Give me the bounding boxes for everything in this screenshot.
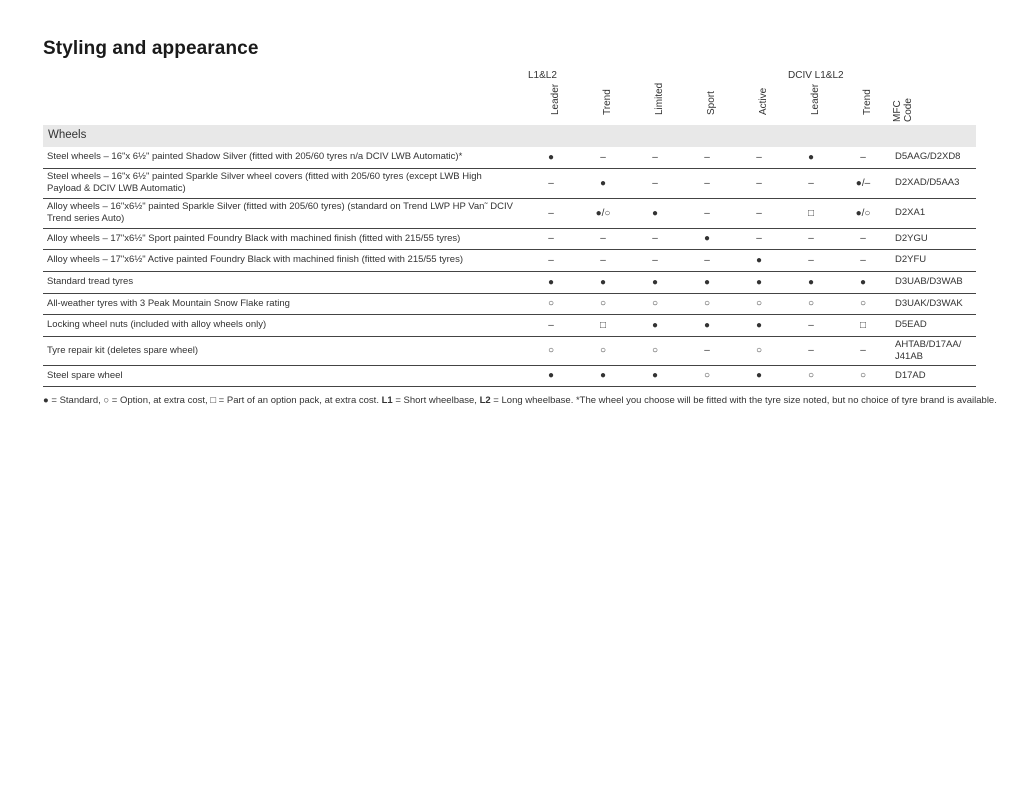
table-row xyxy=(43,198,976,228)
value-cell: – xyxy=(733,147,785,168)
value-cell: – xyxy=(525,249,577,271)
value-cell: – xyxy=(577,228,629,249)
value-cell: ● xyxy=(837,271,889,293)
column-header-sport: Sport xyxy=(706,91,717,115)
table-row xyxy=(43,228,976,249)
legend xyxy=(43,395,997,406)
value-cell: ● xyxy=(733,271,785,293)
column-header-dciv-leader: Leader xyxy=(810,83,821,115)
value-cell: ● xyxy=(733,365,785,386)
value-cell: ● xyxy=(629,365,681,386)
table-row xyxy=(43,336,976,365)
table-row xyxy=(43,271,976,293)
value-cell: ○ xyxy=(629,336,681,365)
feature-cell: Tyre repair kit (deletes spare wheel) xyxy=(43,336,525,365)
group-label-l1-l2: L1&L2 xyxy=(528,70,557,81)
value-cell: – xyxy=(681,198,733,228)
value-cell: – xyxy=(681,147,733,168)
legend-l1-label: L1 xyxy=(381,395,393,406)
table-row xyxy=(43,293,976,314)
value-cell: – xyxy=(785,314,837,336)
value-cell: – xyxy=(629,168,681,198)
value-cell: ● xyxy=(577,168,629,198)
value-cell: ● xyxy=(785,271,837,293)
feature-cell: All-weather tyres with 3 Peak Mountain Snow Flake rating xyxy=(43,293,525,314)
value-cell: ● xyxy=(733,249,785,271)
value-cell: – xyxy=(681,168,733,198)
value-cell: ● xyxy=(577,271,629,293)
value-cell: – xyxy=(733,228,785,249)
value-cell: ● xyxy=(785,147,837,168)
value-cell: ○ xyxy=(681,365,733,386)
legend-option-text: = Option, at extra cost, xyxy=(109,395,211,406)
legend-standard-text: = Standard, xyxy=(48,395,104,406)
mfc-code-cell: D2YGU xyxy=(889,228,976,249)
feature-cell: Locking wheel nuts (included with alloy wheels only) xyxy=(43,314,525,336)
mfc-code-cell: D2XA1 xyxy=(889,198,976,228)
feature-cell: Standard tread tyres xyxy=(43,271,525,293)
table-row xyxy=(43,249,976,271)
mfc-code-cell: D2XAD/D5AA3 xyxy=(889,168,976,198)
value-cell: □ xyxy=(785,198,837,228)
value-cell: – xyxy=(629,228,681,249)
value-cell: – xyxy=(525,168,577,198)
column-header-trend: Trend xyxy=(602,89,613,115)
value-cell: ● xyxy=(577,365,629,386)
value-cell: ● xyxy=(733,314,785,336)
value-cell: ○ xyxy=(785,365,837,386)
value-cell: □ xyxy=(577,314,629,336)
value-cell: – xyxy=(629,249,681,271)
value-cell: – xyxy=(837,147,889,168)
column-header-dciv-trend: Trend xyxy=(862,89,873,115)
value-cell: ● xyxy=(525,271,577,293)
table-row xyxy=(43,365,976,386)
mfc-code-cell: D3UAB/D3WAB xyxy=(889,271,976,293)
column-header-leader: Leader xyxy=(550,83,561,115)
value-cell: – xyxy=(837,228,889,249)
table-row xyxy=(43,147,976,168)
value-cell: ●/○ xyxy=(837,198,889,228)
value-cell: – xyxy=(577,147,629,168)
feature-cell: Steel wheels – 16"x 6½" painted Sparkle Silver wheel covers (fitted with 205/60 tyres (except LWB High Payload & DCIV LWB Automatic) xyxy=(43,168,525,198)
value-cell: – xyxy=(785,228,837,249)
mfc-code-cell: AHTAB/D17AA/ J41AB xyxy=(889,336,976,365)
value-cell: ○ xyxy=(733,293,785,314)
value-cell: ○ xyxy=(525,293,577,314)
value-cell: ● xyxy=(681,314,733,336)
value-cell: – xyxy=(785,249,837,271)
value-cell: ● xyxy=(681,228,733,249)
mfc-code-cell: D5AAG/D2XD8 xyxy=(889,147,976,168)
value-cell: ●/– xyxy=(837,168,889,198)
value-cell: ○ xyxy=(577,293,629,314)
feature-cell: Alloy wheels – 16"x6½" painted Sparkle Silver (fitted with 205/60 tyres) (standard on Trend LWP HP Van˜ DCIV Trend series Auto) xyxy=(43,198,525,228)
mfc-code-cell: D2YFU xyxy=(889,249,976,271)
column-header-limited: Limited xyxy=(654,82,665,115)
value-cell: – xyxy=(525,228,577,249)
value-cell: – xyxy=(785,336,837,365)
value-cell: ○ xyxy=(681,293,733,314)
value-cell: ● xyxy=(629,314,681,336)
value-cell: ○ xyxy=(785,293,837,314)
value-cell: ○ xyxy=(733,336,785,365)
group-label-dciv: DCIV L1&L2 xyxy=(788,70,844,81)
page-title: Styling and appearance xyxy=(43,38,259,59)
table-row xyxy=(43,168,976,198)
value-cell: □ xyxy=(837,314,889,336)
feature-cell: Steel wheels – 16"x 6½" painted Shadow Silver (fitted with 205/60 tyres n/a DCIV LWB Automatic)* xyxy=(43,147,525,168)
value-cell: ● xyxy=(629,198,681,228)
value-cell: ○ xyxy=(837,365,889,386)
mfc-code-cell: D17AD xyxy=(889,365,976,386)
value-cell: – xyxy=(733,168,785,198)
column-header-active: Active xyxy=(758,87,769,115)
mfc-code-cell: D3UAK/D3WAK xyxy=(889,293,976,314)
legend-l2-label: L2 xyxy=(479,395,491,406)
legend-pack-text: = Part of an option pack, at extra cost. xyxy=(216,395,382,406)
value-cell: ○ xyxy=(525,336,577,365)
mfc-code-cell: D5EAD xyxy=(889,314,976,336)
value-cell: – xyxy=(837,336,889,365)
value-cell: ○ xyxy=(577,336,629,365)
feature-cell: Steel spare wheel xyxy=(43,365,525,386)
value-cell: – xyxy=(733,198,785,228)
value-cell: ● xyxy=(629,271,681,293)
value-cell: ● xyxy=(525,365,577,386)
section-header-wheels: Wheels xyxy=(43,125,976,147)
value-cell: ● xyxy=(525,147,577,168)
value-cell: ●/○ xyxy=(577,198,629,228)
value-cell: – xyxy=(629,147,681,168)
standard-symbol-icon: ● xyxy=(43,395,49,406)
feature-cell: Alloy wheels – 17"x6½" Active painted Foundry Black with machined finish (fitted with 215/55 tyres) xyxy=(43,249,525,271)
spec-table xyxy=(43,147,976,387)
value-cell: – xyxy=(577,249,629,271)
legend-l2-text: = Long wheelbase. *The wheel you choose will be fitted with the tyre size noted, but no choice of tyre brand is available. xyxy=(490,395,997,406)
feature-cell: Alloy wheels – 17"x6½" Sport painted Foundry Black with machined finish (fitted with 215/55 tyres) xyxy=(43,228,525,249)
value-cell: – xyxy=(785,168,837,198)
value-cell: ○ xyxy=(837,293,889,314)
value-cell: – xyxy=(837,249,889,271)
value-cell: – xyxy=(681,336,733,365)
value-cell: ● xyxy=(681,271,733,293)
value-cell: – xyxy=(525,314,577,336)
table-row xyxy=(43,314,976,336)
option-symbol-icon: ○ xyxy=(103,395,110,406)
legend-l1-text: = Short wheelbase, xyxy=(392,395,480,406)
value-cell: – xyxy=(525,198,577,228)
value-cell: ○ xyxy=(629,293,681,314)
value-cell: – xyxy=(681,249,733,271)
pack-symbol-icon: □ xyxy=(210,395,217,406)
